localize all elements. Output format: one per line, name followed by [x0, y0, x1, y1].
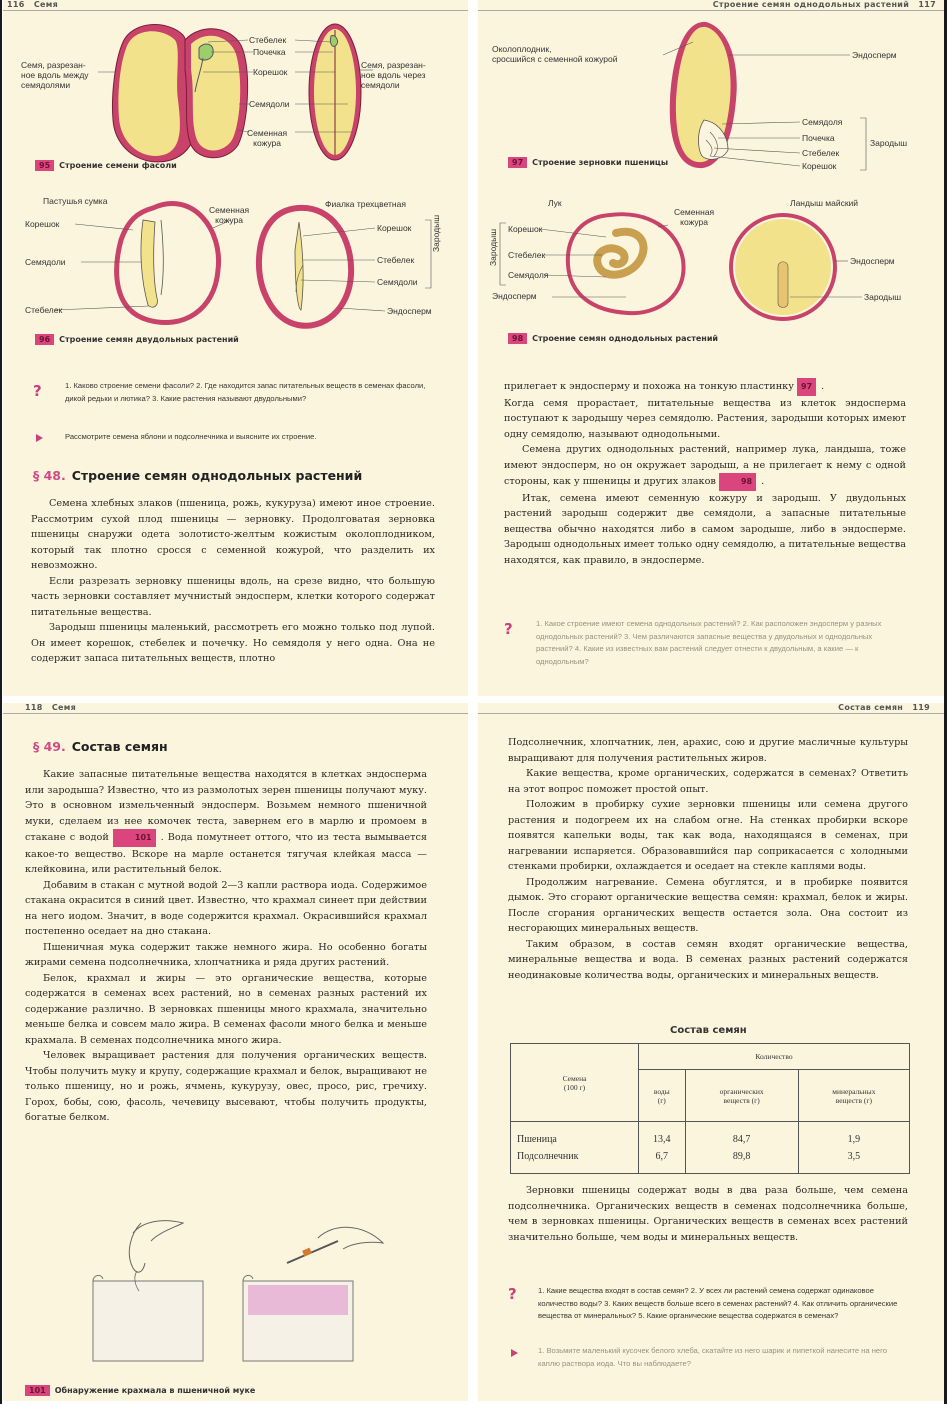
col-qty-header: Количество: [639, 1044, 910, 1070]
label-root-97: Корешок: [802, 161, 837, 171]
paragraph: Когда семя прорастает, питательные вещества из клеток эндосперма поступают к зародышу через семядолю. Растения, зародыши которых имеют одну семядолю, называют однодольными.: [504, 397, 906, 440]
figure-caption: 95 Строение семени фасоли: [35, 158, 177, 172]
page-gutter: [471, 0, 475, 1404]
label-embryo-97: Зародыш: [870, 138, 908, 148]
lily-embryo: [778, 262, 788, 308]
paragraph: Таким образом, в состав семян входят органические вещества, минеральные вещества и вода. В семенах разных растений содержатся неодинаковые количества воды, органических и минеральных веществ.: [508, 938, 908, 981]
page-118: [3, 703, 468, 1401]
label-stem-right: Стебелек: [377, 255, 415, 265]
paragraph: Пшеничная мука содержит также немного жира. Но особенно богаты жирами семена подсолнечника, хлопчатника и ряда других растений.: [25, 941, 427, 968]
table-title: Состав семян: [670, 1025, 747, 1036]
figure-badge: 101: [25, 1385, 50, 1396]
label-stem-left: Стебелек: [25, 305, 63, 315]
paragraph: Семена других однодольных растений, например лука, ландыша, тоже имеют эндосперм, но он окружает зародыш, а не прилегает к нему с одной стороны, как у пшеницы и других злаков 98 .: [504, 442, 906, 491]
col-seed-header: Семена (100 г): [511, 1044, 639, 1122]
beaker-left: [93, 1281, 203, 1361]
page-119: [478, 703, 944, 1401]
figure-ref-101[interactable]: 101: [113, 829, 156, 847]
label-cotyledons-left: Семядоли: [25, 257, 66, 267]
task-text: 1. Возьмите маленький кусочек белого хлеба, скатайте из него шарик и пипеткой нанесите на него каплю раствора иода. Что вы наблюдаете?: [538, 1346, 887, 1368]
figure-ref-97[interactable]: 97: [797, 378, 816, 396]
body-text: [31, 496, 435, 667]
label-embryo-96: Зародыш: [431, 214, 441, 252]
figure-badge: 96: [35, 334, 54, 345]
bean-left-half-a: [118, 31, 179, 156]
question-icon: ?: [508, 1285, 517, 1303]
col-org-header: органических веществ (г): [685, 1070, 798, 1122]
starch-experiment-figure: [63, 1213, 423, 1368]
question-icon: ?: [33, 382, 42, 400]
figure-caption: 98 Строение семян однодольных растений: [508, 331, 718, 345]
label-endosperm-97: Эндосперм: [852, 50, 897, 60]
label-endosperm-96: Эндосперм: [387, 306, 432, 316]
paragraph: Если разрезать зерновку пшеницы вдоль, на срезе видно, что большую часть зерновки составляет мучнистый эндосперм, клетки которого содержат питательные вещества.: [31, 575, 435, 618]
spread-divider: [0, 697, 947, 702]
label-violet: Фиалка трехцветная: [325, 199, 406, 209]
label-cotyledon-97: Семядоля: [802, 117, 843, 127]
pipette: [287, 1241, 338, 1263]
wheat-grain-figure: [478, 0, 944, 180]
violet-seed-coat: [259, 208, 351, 326]
label-cotyledons: Семядоли: [249, 99, 290, 109]
body-text: [508, 735, 908, 983]
table-cell: 1,9 3,5: [798, 1122, 909, 1174]
review-questions: 1. Какие вещества входят в состав семян? 2. У всех ли растений семена содержат одинаковое количество воды? 3. Каких веществ больше всего в семенах растений? 4. Как отличить органические вещества от минеральных? 5. Какие органические вещества содержатся в семенах?: [538, 1286, 898, 1320]
task-arrow-icon: [511, 1349, 518, 1357]
label-bean-left: Семя, разрезан- ное вдоль между семядолями: [21, 60, 89, 90]
figure-badge: 98: [508, 333, 527, 344]
page-117: [478, 0, 944, 696]
review-questions: 1. Какое строение имеют семена однодольных растений? 2. Как расположен эндосперм у разных однодольных растений? 3. Чем различаются запасные вещества у двудольных и однодольных растений? 4. Какие из известных вам растений следует отнести к двудольным, а какие — к однодольным?: [536, 619, 882, 666]
bean-right-inner: [191, 36, 240, 151]
paragraph: Белок, крахмал и жиры — это органические вещества, которые содержатся в семенах всех растений, но в семенах разных растений их содержание различно. В зерновках пшеницы много крахмала, значительно меньше белка и совсем мало жира. В семенах фасоли много белка и меньше крахмала. В семенах подсолнечника много жира.: [25, 972, 427, 1046]
col-min-header: минеральных веществ (г): [798, 1070, 909, 1122]
paragraph: Какие вещества, кроме органических, содержатся в семенах? Ответить на этот вопрос поможет простой опыт.: [508, 768, 908, 795]
composition-table: [510, 1043, 910, 1174]
iodine-tint: [248, 1285, 348, 1315]
running-head: Семя: [33, 0, 59, 9]
paragraph: Зародыш пшеницы маленький, рассмотреть его можно только под лупой. Он имеет корешок, стебелек и почечку. Но семядоля у него одна. Она не содержит запаса питательных веществ, плотно: [31, 622, 435, 664]
running-head: Семя: [51, 703, 77, 712]
section-title: § 49. Состав семян: [33, 739, 168, 754]
paragraph: Положим в пробирку сухие зерновки пшеницы или семена другого растения и подогреем их на слабом огне. На стенках пробирки вскоре появятся капельки воды, так как вода, находящаяся в семенах, при нагревании испаряется. Образовавшийся пар соприкасается с холодными стенками пробирки, охлаждается и оседает на стекле каплями воды.: [508, 799, 908, 872]
label-cotyledon-98: Семядоля: [508, 270, 549, 280]
label-pericarp: Околоплодник, сросшийся с семенной кожурой: [492, 44, 618, 64]
paragraph: Добавим в стакан с мутной водой 2—3 капли раствора иода. Содержимое стакана окрасится в синий цвет. Известно, что крахмал синеет при действии на него иодом. Значит, в воде содержится крахмал. Окрасившийся крахмал постепенно оседает на дно стакана.: [25, 879, 427, 937]
label-root-left: Корешок: [25, 219, 60, 229]
body-text: [25, 767, 427, 1126]
label-coat-98: Семенная кожура: [674, 207, 715, 227]
running-head: Строение семян однодольных растений: [712, 0, 910, 9]
label-stem-98: Стебелек: [508, 250, 546, 260]
label-cotyledons-right: Семядоли: [377, 277, 418, 287]
page-116: [3, 0, 468, 696]
label-bud: Почечка: [253, 47, 286, 57]
table-cell: 84,7 89,8: [685, 1122, 798, 1174]
task-text: Рассмотрите семена яблони и подсолнечника и выясните их строение.: [65, 432, 317, 441]
label-endosperm-98-left: Эндосперм: [492, 291, 537, 301]
label-coat-96: Семенная кожура: [209, 205, 250, 225]
label-seed-coat: Семенная кожура: [247, 128, 288, 148]
label-root-98: Корешок: [508, 224, 543, 234]
label-embryo-98-right: Зародыш: [864, 292, 902, 302]
label-lily: Ландыш майский: [790, 198, 859, 208]
paragraph: Подсолнечник, хлопчатник, лен, арахис, сою и другие масличные культуры выращивают для получения растительных жиров.: [508, 737, 908, 764]
figure-badge: 95: [35, 160, 54, 171]
figure-caption: 96 Строение семян двудольных растений: [35, 332, 239, 346]
paragraph: прилегает к эндосперму и похожа на тонкую пластинку 97 .: [504, 378, 906, 396]
label-stem: Стебелек: [249, 35, 287, 45]
label-onion: Лук: [548, 198, 562, 208]
page-number: 116: [7, 0, 25, 9]
figure-caption: 101 Обнаружение крахмала в пшеничной муке: [25, 1383, 255, 1397]
body-text: [508, 1183, 908, 1245]
label-bud-97: Почечка: [802, 133, 835, 143]
running-head: Состав семян: [838, 703, 904, 712]
task-arrow-icon: [36, 434, 43, 442]
section-title: § 48. Строение семян однодольных растений: [33, 468, 363, 483]
page-number: 118: [25, 703, 43, 712]
paragraph: Зерновки пшеницы содержат воды в два раза больше, чем семена подсолнечника. Органических веществ в семенах подсолнечника больше, чем в зерновках пшеницы. Органических веществ в семенах всех растений значительно больше, чем воды и минеральных веществ.: [508, 1185, 908, 1243]
label-stem-97: Стебелек: [802, 148, 840, 158]
paragraph: Итак, семена имеют семенную кожуру и зародыш. У двудольных растений зародыш содержит две семядоли, а запасные питательные вещества обычно находятся либо в самом зародыше, либо в эндосперме. Зародыш однодольных имеет только одну семядолю, а питательные вещества находятся, как правило, в эндосперме.: [504, 492, 906, 566]
label-embryo-98-left: Зародыш: [488, 228, 498, 266]
paragraph: Семена хлебных злаков (пшеница, рожь, кукуруза) имеют иное строение. Рассмотрим сухой плод пшеницы — зерновку. Продолговатая зерновка пшеницы снаружи одета золотисто-желтым кожистым околоплодником, который так плотно сросся с семенной кожурой, что разделить их невозможно.: [31, 498, 435, 571]
page-number: 117: [918, 0, 936, 9]
label-root-right: Корешок: [377, 223, 412, 233]
header-rule: [478, 713, 944, 714]
question-icon: ?: [504, 620, 513, 638]
label-endosperm-98-right: Эндосперм: [850, 256, 895, 266]
label-shepherd: Пастушья сумка: [43, 196, 108, 206]
paragraph: Какие запасные питательные вещества находятся в клетках эндосперма или зародыша? Известно, что из размолотых зерен пшеницы получают муку. Это в основном измельченный эндосперм. Возьмем немного пшеничной муки, сделаем из нее комочек теста, завернем его в марлю и промоем в стакане с водой 101 . Вода помутнеет оттого, что из теста вымывается какое-то вещество. Вскоре на марле останется тягучая клейкая масса — клейковина, или растительный белок.: [25, 769, 427, 875]
label-bean-right: Семя, разрезан- ное вдоль через семядоли: [361, 60, 426, 90]
table-cell: Пшеница Подсолнечник: [511, 1122, 639, 1174]
figure-ref-98[interactable]: 98: [719, 473, 756, 491]
col-water-header: воды (г): [639, 1070, 686, 1122]
review-questions: 1. Каково строение семени фасоли? 2. Где находится запас питательных веществ в семенах фасоли, дикой редьки и лютика? 3. Какие растения называют двудольными?: [65, 381, 426, 403]
scan-edge-left: [0, 0, 2, 1404]
body-text: [504, 378, 906, 568]
page-number: 119: [912, 703, 930, 712]
shepherd-seed-coat: [117, 204, 219, 323]
paragraph: Человек выращивает растения для получения органических веществ. Чтобы получить муку и крупу, содержащие крахмал и белок, выращивают не только пшеницу, но и рожь, ячмень, кукурузу, овес, просо, рис, гречиху. Горох, бобы, сою, фасоль, чечевицу высевают, чтобы получить продукты, богатые белком.: [25, 1050, 427, 1123]
label-root: Корешок: [253, 67, 288, 77]
header-rule: [3, 713, 468, 714]
figure-caption: 97 Строение зерновки пшеницы: [508, 155, 668, 169]
figure-badge: 97: [508, 157, 527, 168]
table-cell: 13,4 6,7: [639, 1122, 686, 1174]
paragraph: Продолжим нагревание. Семена обуглятся, и в пробирке появится дымок. Это сгорают органические вещества семян: крахмал, белок и жиры. После сгорания органических веществ остается зола. Она состоит из несгорающих минеральных веществ.: [508, 876, 908, 934]
